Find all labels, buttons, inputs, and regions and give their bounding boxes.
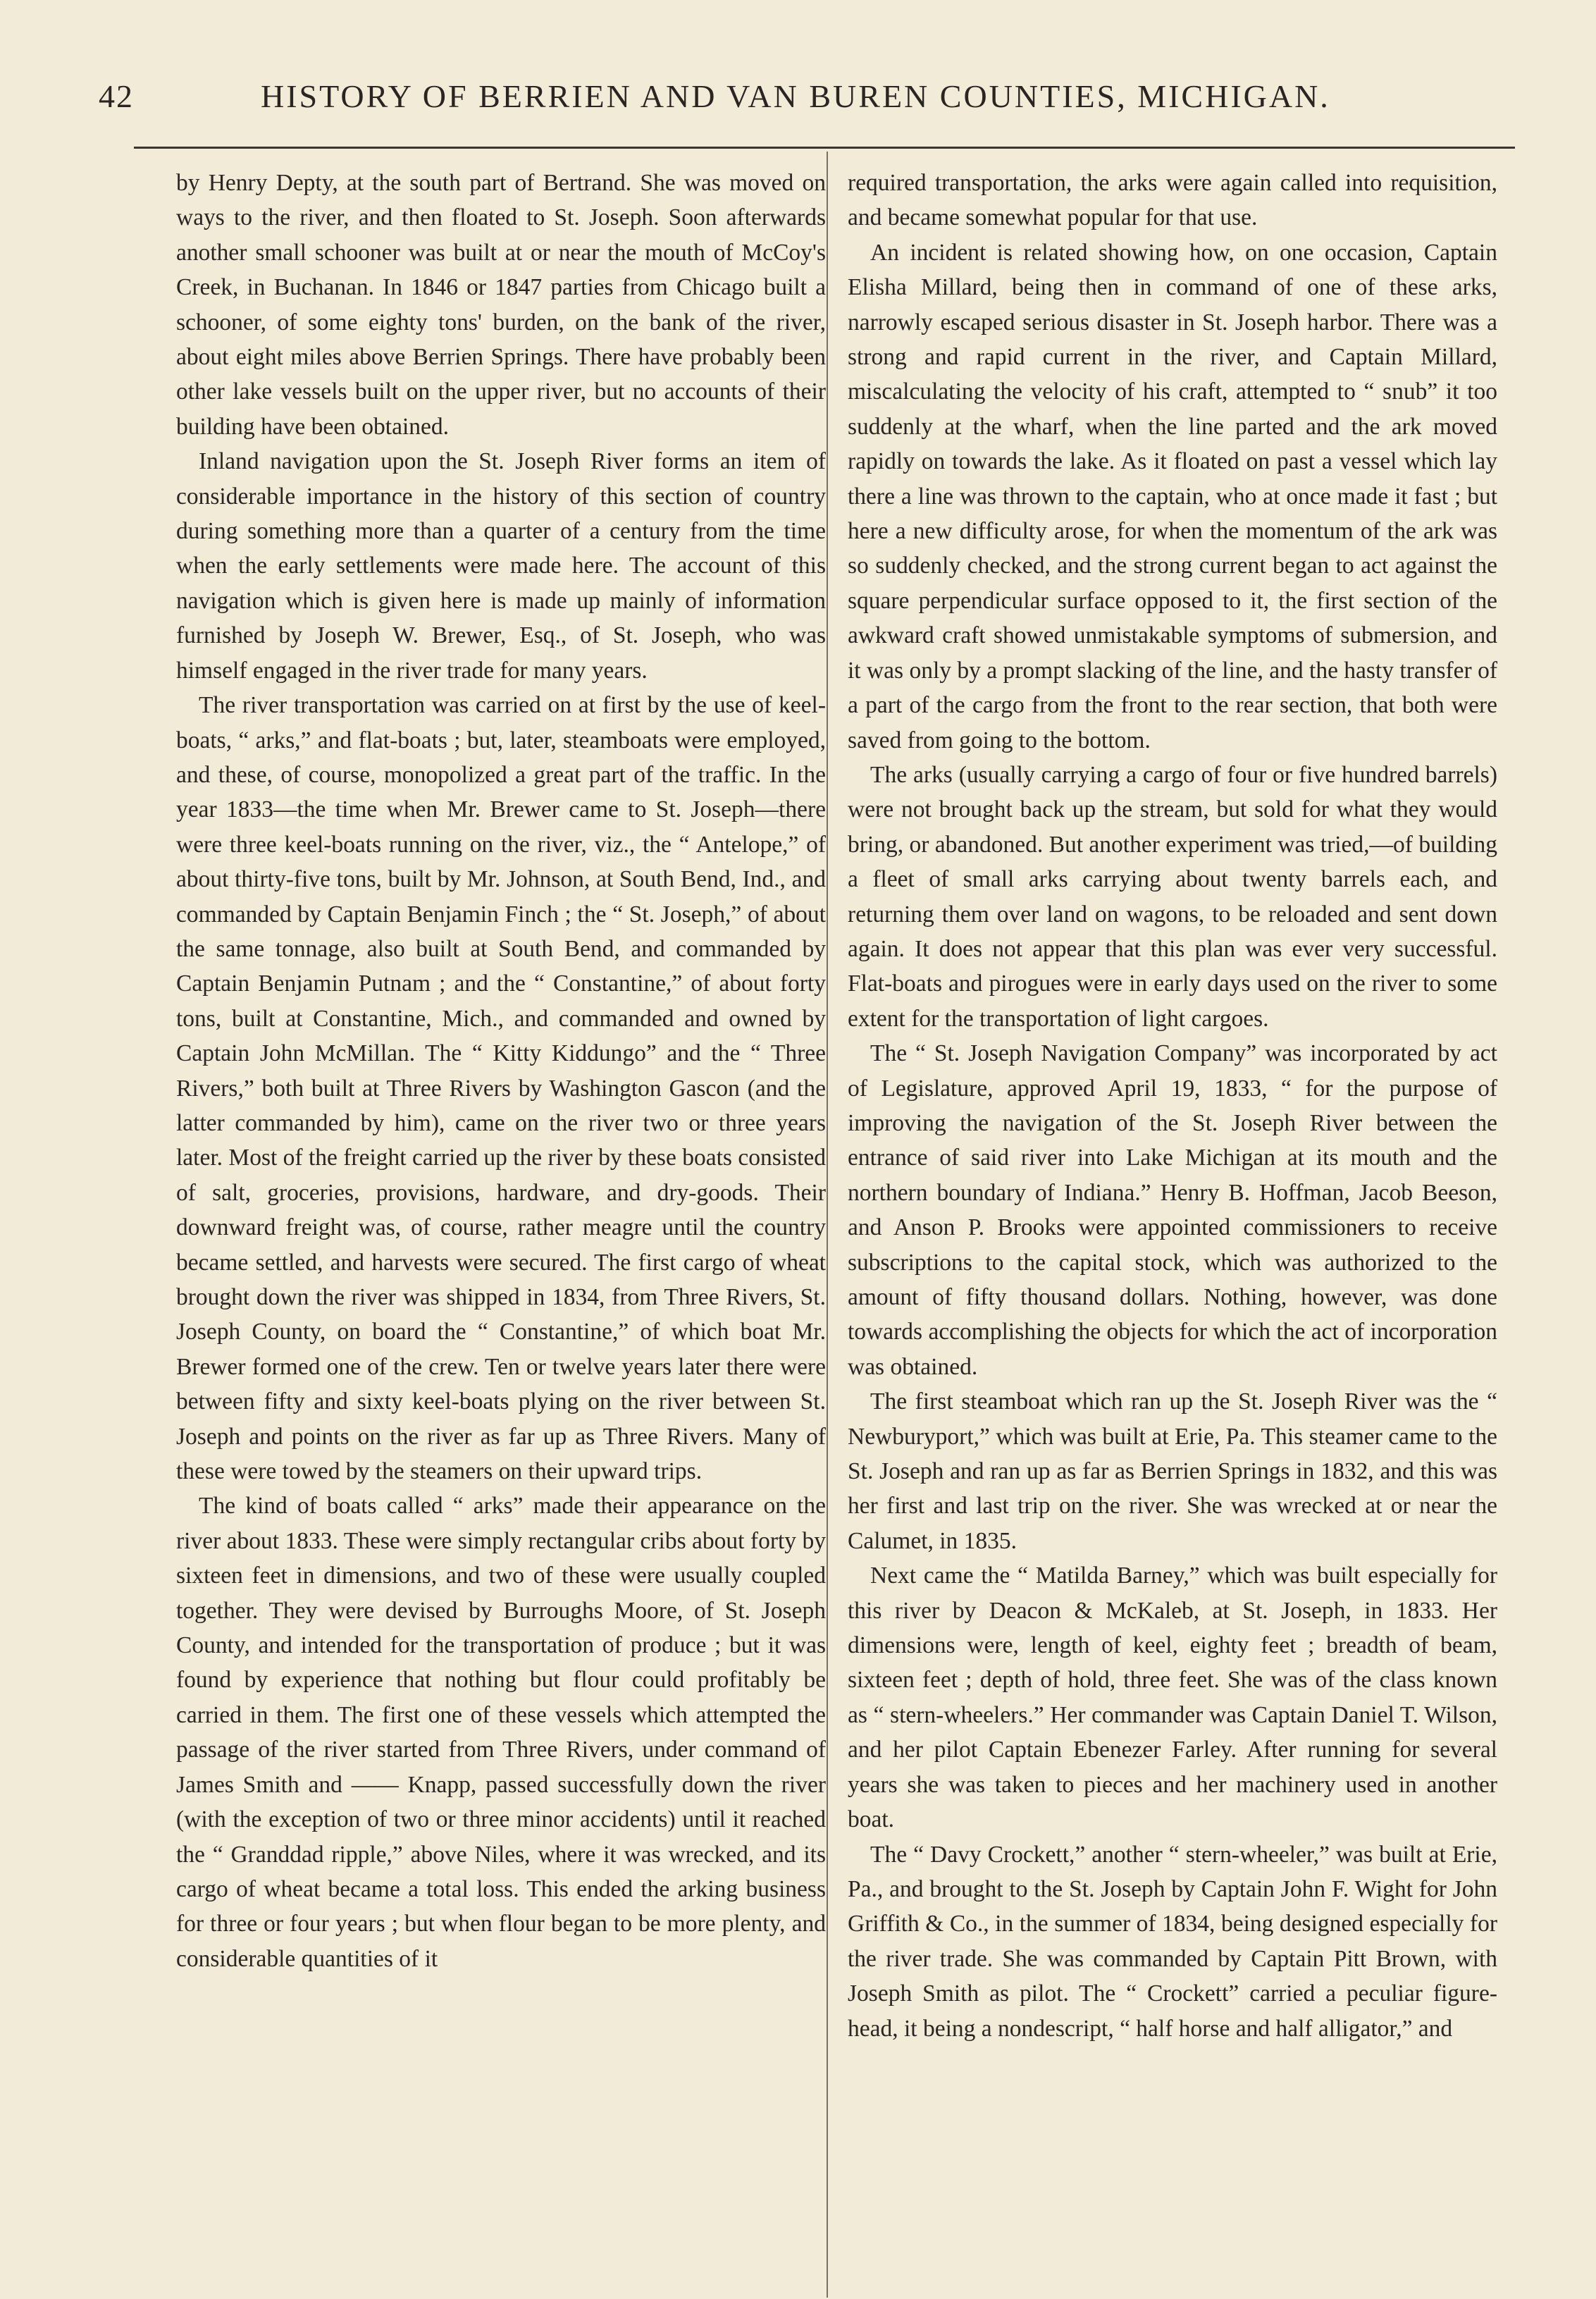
paragraph: An incident is related showing how, on one occasion, Captain Elisha Millard, being then in command of one of these arks, narrowly escaped serious disaster in St. Joseph harbor. There was a strong and rapid current in the river, and Captain Millard, miscalculating the velocity of his craft, attempted to “ snub” it too suddenly at the wharf, when the line parted and the ark moved rapidly on towards the lake. As it floated on past a vessel which lay there a line was thrown to the captain, who at once made it fast ; but here a new difficulty arose, for when the momentum of the ark was so suddenly checked, and the strong current began to act against the square perpendicular surface opposed to it, the first section of the awkward craft showed unmistakable symptoms of submersion, and it was only by a prompt slacking of the line, and the hasty transfer of a part of the cargo from the front to the rear section, that both were saved from going to the bottom.: [848, 239, 1497, 753]
paragraph: The “ St. Joseph Navigation Company” was incorporated by act of Legislature, approved April 19, 1833, “ for the purpose of improving the navigation of the St. Joseph River between the entrance of said river into Lake Michigan at its mouth and the northern boundary of Indiana.” Henry B. Hoffman, Jacob Beeson, and Anson P. Brooks were appointed commissioners to receive subscriptions to the capital stock, which was authorized to the amount of fifty thousand dollars. Nothing, however, was done towards accomplishing the objects for which the act of incorporation was obtained.: [848, 1040, 1497, 1380]
left-column: [176, 166, 826, 1976]
running-head: HISTORY OF BERRIEN AND VAN BUREN COUNTIES, MICHIGAN.: [261, 78, 1330, 114]
paragraph: The kind of boats called “ arks” made their appearance on the river about 1833. These were simply rectangular cribs about forty by sixteen feet in dimensions, and two of these were usually coupled together. They were devised by Burroughs Moore, of St. Joseph County, and intended for the transportation of produce ; but it was found by experience that nothing but flour could profitably be carried in them. The first one of these vessels which attempted the passage of the river started from Three Rivers, under command of James Smith and —— Knapp, passed successfully down the river (with the exception of two or three minor accidents) until it reached the “ Granddad ripple,” above Niles, where it was wrecked, and its cargo of wheat became a total loss. This ended the arking business for three or four years ; but when flour began to be more plenty, and considerable quantities of it: [176, 1493, 826, 1972]
paragraph: The river transportation was carried on at first by the use of keel-boats, “ arks,” and flat-boats ; but, later, steamboats were employed, and these, of course, monopolized a great part of the traffic. In the year 1833—the time when Mr. Brewer came to St. Joseph—there were three keel-boats running on the river, viz., the “ Antelope,” of about thirty-five tons, built by Mr. Johnson, at South Bend, Ind., and commanded by Captain Benjamin Finch ; the “ St. Joseph,” of about the same tonnage, also built at South Bend, and commanded by Captain Benjamin Putnam ; and the “ Constantine,” of about forty tons, built at Constantine, Mich., and commanded and owned by Captain John McMillan. The “ Kitty Kiddungo” and the “ Three Rivers,” both built at Three Rivers by Washington Gascon (and the latter commanded by him), came on the river two or three years later. Most of the freight carried up the river by these boats consisted of salt, groceries, provisions, hardware, and dry-goods. Their downward freight was, of course, rather meagre until the country became settled, and harvests were secured. The first cargo of wheat brought down the river was shipped in 1834, from Three Rivers, St. Joseph County, on board the “ Constantine,” of which boat Mr. Brewer formed one of the crew. Ten or twelve years later there were between fifty and sixty keel-boats plying on the river between St. Joseph and points on the river as far up as Three Rivers. Many of these were towed by the steamers on their upward trips.: [176, 692, 826, 1485]
column-rule: [827, 152, 828, 2298]
paragraph: required transportation, the arks were again called into requisition, and became somewhat popular for that use.: [848, 170, 1497, 231]
paragraph: Inland navigation upon the St. Joseph River forms an item of considerable importance in the history of this section of country during something more than a quarter of a century from the time when the early settlements were made here. The account of this navigation which is given here is made up mainly of information furnished by Joseph W. Brewer, Esq., of St. Joseph, who was himself engaged in the river trade for many years.: [176, 448, 826, 684]
paragraph: The first steamboat which ran up the St. Joseph River was the “ Newburyport,” which was built at Erie, Pa. This steamer came to the St. Joseph and ran up as far as Berrien Springs in 1832, and this was her first and last trip on the river. She was wrecked at or near the Calumet, in 1835.: [848, 1388, 1497, 1554]
page-header: [99, 78, 1515, 134]
paragraph: The “ Davy Crockett,” another “ stern-wheeler,” was built at Erie, Pa., and brought to the St. Joseph by Captain John F. Wight for John Griffith & Co., in the summer of 1834, being designed especially for the river trade. She was commanded by Captain Pitt Brown, with Joseph Smith as pilot. The “ Crockett” carried a peculiar figure-head, it being a nondescript, “ half horse and half alligator,” and: [848, 1841, 1497, 2042]
paragraph: The arks (usually carrying a cargo of four or five hundred barrels) were not brought back up the stream, but sold for what they would bring, or abandoned. But another experiment was tried,—of building a fleet of small arks carrying about twenty barrels each, and returning them over land on wagons, to be reloaded and sent down again. It does not appear that this plan was ever very successful. Flat-boats and pirogues were in early days used on the river to some extent for the transportation of light cargoes.: [848, 761, 1497, 1032]
right-column: [848, 166, 1497, 2046]
paragraph: by Henry Depty, at the south part of Bertrand. She was moved on ways to the river, and then floated to St. Joseph. Soon afterwards another small schooner was built at or near the mouth of McCoy's Creek, in Buchanan. In 1846 or 1847 parties from Chicago built a schooner, of some eighty tons' burden, on the bank of the river, about eight miles above Berrien Springs. There have probably been other lake vessels built on the upper river, but no accounts of their building have been obtained.: [176, 170, 826, 440]
paragraph: Next came the “ Matilda Barney,” which was built especially for this river by Deacon & McKaleb, at St. Joseph, in 1833. Her dimensions were, length of keel, eighty feet ; breadth of beam, sixteen feet ; depth of hold, three feet. She was of the class known as “ stern-wheelers.” Her commander was Captain Daniel T. Wilson, and her pilot Captain Ebenezer Farley. After running for several years she was taken to pieces and her machinery used in another boat.: [848, 1563, 1497, 1833]
page-number: 42: [99, 78, 134, 114]
header-rule: [134, 147, 1515, 149]
